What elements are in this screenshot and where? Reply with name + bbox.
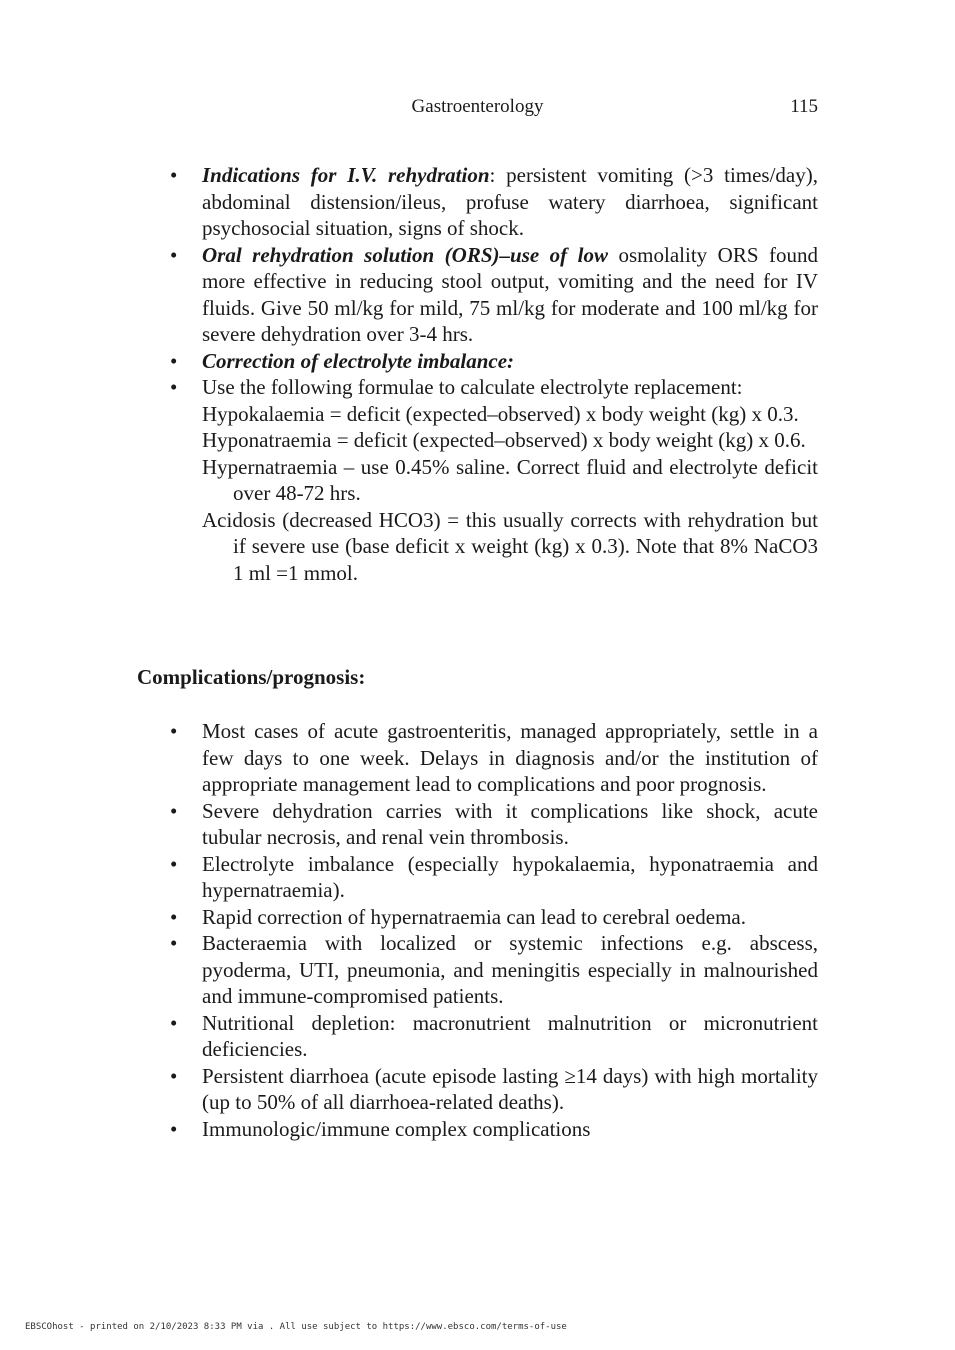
list-item: • Immunologic/immune complex complications [137, 1116, 818, 1143]
treatment-section [137, 162, 818, 586]
complications-list [137, 718, 818, 1142]
list-item: • Nutritional depletion: macronutrient malnutrition or micronutrient deficiencies. [137, 1010, 818, 1063]
item-text: : persistent vomiting (>3 times/day), abdominal distension/ileus, profuse watery diarrhoea, significant psychosocial situation, signs of shock. [202, 163, 819, 240]
item-text: Use the following formulae to calculate electrolyte replacement: [202, 375, 743, 399]
formula-hyponatraemia: Hyponatraemia = deficit (expected–observed) x body weight (kg) x 0.6. [202, 428, 806, 452]
formula-hypokalaemia: Hypokalaemia = deficit (expected–observed) x body weight (kg) x 0.3. [202, 401, 799, 426]
list-item-formulae [137, 374, 818, 586]
list-item: • Electrolyte imbalance (especially hypokalaemia, hyponatraemia and hypernatraemia). [137, 851, 818, 904]
item-text: osmolality ORS found more effective in reducing stool output, vomiting and the need for IV fluids. Give 50 ml/kg for mild, 75 ml/kg for moderate and 100 ml/kg for severe dehydration over 3-4 hrs. [202, 242, 818, 346]
treatment-list [137, 162, 818, 586]
list-item: • Persistent diarrhoea (acute episode lasting ≥14 days) with high mortality (up to 50% of all diarrhoea-related deaths). [137, 1063, 818, 1116]
list-item: • Bacteraemia with localized or systemic infections e.g. abscess, pyoderma, UTI, pneumonia, and meningitis especially in malnourished and immune-compromised patients. [137, 930, 818, 1010]
print-footer: EBSCOhost - printed on 2/10/2023 8:33 PM via . All use subject to https://www.ebsco.com/terms-of-use [25, 1322, 567, 1332]
page-number: 115 [790, 96, 818, 117]
list-item-electrolyte-correction [137, 348, 818, 375]
running-header [0, 96, 955, 122]
running-title: Gastroenterology [411, 96, 544, 117]
item-lead: Indications for I.V. rehydration [202, 163, 490, 187]
list-item: • Rapid correction of hypernatraemia can lead to cerebral oedema. [137, 904, 818, 931]
complications-section [137, 718, 818, 1142]
list-item: • Most cases of acute gastroenteritis, managed appropriately, settle in a few days to one week. Delays in diagnosis and/or the institution of appropriate management lead to complications and poor prognosis. [137, 718, 818, 798]
section-heading-complications: Complications/prognosis: [137, 665, 366, 689]
list-item-iv-rehydration [137, 162, 818, 242]
formula-acidosis: Acidosis (decreased HCO3) = this usually corrects with rehydration but if severe use (base deficit x weight (kg) x 0.3). Note that 8% NaCO3 1 ml =1 mmol. [202, 507, 818, 585]
item-lead: Correction of electrolyte imbalance: [202, 348, 515, 373]
list-item: • Severe dehydration carries with it complications like shock, acute tubular necrosis, and renal vein thrombosis. [137, 798, 818, 851]
formula-hypernatraemia: Hypernatraemia – use 0.45% saline. Correct fluid and electrolyte deficit over 48-72 hrs. [202, 454, 818, 505]
item-lead: Oral rehydration solution (ORS)–use of low [202, 242, 609, 267]
list-item-ors [137, 242, 818, 348]
